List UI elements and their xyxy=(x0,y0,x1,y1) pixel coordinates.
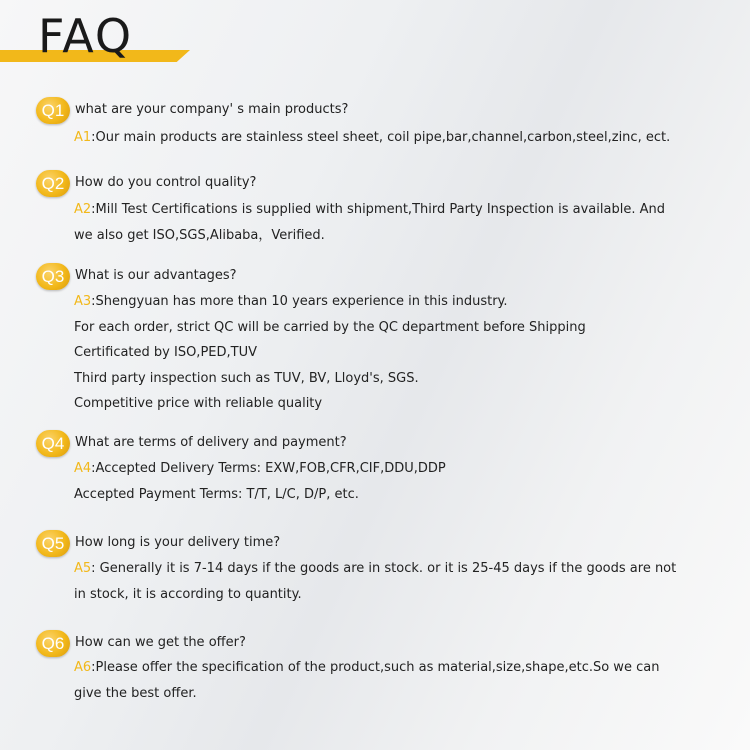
answer-line-text: :Accepted Delivery Terms: EXW,FOB,CFR,CIF,DDU,DDP xyxy=(91,461,446,476)
answer-label: A5 xyxy=(74,561,92,576)
answer-line-text: : Generally it is 7-14 days if the goods are in stock. or it is 25-45 days if the goods are not xyxy=(91,561,677,576)
page-title: FAQ xyxy=(38,9,134,63)
answer-line: For each order, strict QC will be carried by the QC department before Shipping xyxy=(74,319,586,335)
question-text: How can we get the offer? xyxy=(75,635,246,650)
question-text: what are your company' s main products? xyxy=(75,102,349,117)
answer-line xyxy=(74,197,714,223)
answer-label: A4 xyxy=(74,461,92,476)
answer-line xyxy=(74,556,714,582)
question-badge: Q6 xyxy=(36,630,70,657)
question-text: How do you control quality? xyxy=(75,175,257,190)
answer-line: give the best offer. xyxy=(74,685,197,701)
answer-text xyxy=(74,197,714,248)
answer-line-text: :Mill Test Certifications is supplied with shipment,Third Party Inspection is available. And xyxy=(91,202,665,217)
answer-line-text: :Shengyuan has more than 10 years experience in this industry. xyxy=(91,294,508,309)
answer-label: A3 xyxy=(74,294,92,309)
answer-line: in stock, it is according to quantity. xyxy=(74,586,302,602)
answer-line xyxy=(74,125,714,151)
question-text: What are terms of delivery and payment? xyxy=(75,435,347,450)
answer-text xyxy=(74,456,714,507)
answer-label: A6 xyxy=(74,660,92,675)
question-text: What is our advantages? xyxy=(75,268,237,283)
question-badge: Q5 xyxy=(36,530,70,557)
answer-line-text: :Please offer the specification of the product,such as material,size,shape,etc.So we can xyxy=(91,660,660,675)
question-badge: Q2 xyxy=(36,170,70,197)
answer-text xyxy=(74,289,714,417)
answer-line xyxy=(74,456,714,482)
question-badge: Q3 xyxy=(36,263,70,290)
answer-line xyxy=(74,655,714,681)
answer-text xyxy=(74,125,714,151)
answer-line xyxy=(74,289,714,315)
answer-line: Accepted Payment Terms: T/T, L/C, D/P, etc. xyxy=(74,486,359,502)
answer-label: A1 xyxy=(74,130,92,145)
answer-line: we also get ISO,SGS,Alibaba，Verified. xyxy=(74,227,325,243)
answer-line: Third party inspection such as TUV, BV, Lloyd's, SGS. xyxy=(74,370,419,386)
question-text: How long is your delivery time? xyxy=(75,535,281,550)
question-badge: Q4 xyxy=(36,430,70,457)
question-badge: Q1 xyxy=(36,97,70,124)
answer-label: A2 xyxy=(74,202,92,217)
answer-text xyxy=(74,655,714,706)
answer-line-text: :Our main products are stainless steel sheet, coil pipe,bar,channel,carbon,steel,zinc, ect. xyxy=(91,130,671,145)
answer-line: Certificated by ISO,PED,TUV xyxy=(74,345,257,360)
answer-line: Competitive price with reliable quality xyxy=(74,396,323,411)
answer-text xyxy=(74,556,714,607)
